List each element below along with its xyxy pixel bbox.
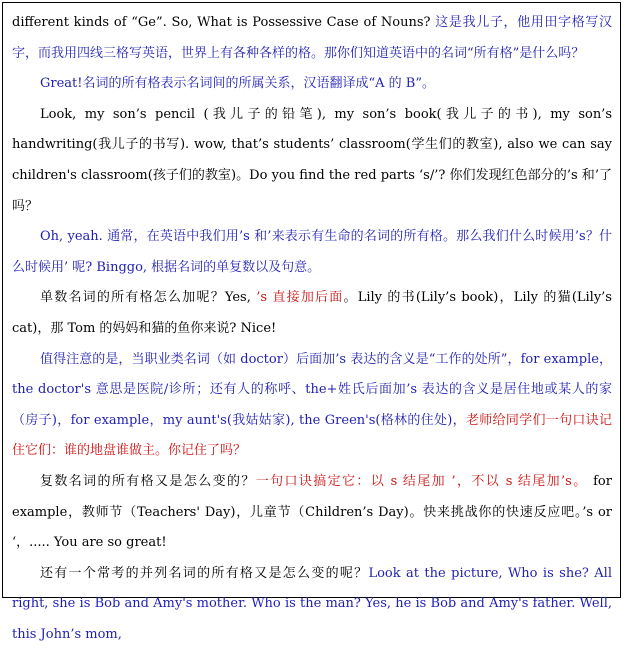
paragraph [12, 345, 612, 467]
text-segment: 复数名词的所有格又是怎么变的？ [40, 473, 256, 489]
text-segment: for example，教师节（Teachers' Day)，儿童节（Children’s Day)。快来挑战你的快速反应吧。’s or ‘，..... You are so great! [12, 473, 612, 551]
text-segment: ’s 直接加后面 [256, 290, 344, 306]
text-segment: Look, my son’s pencil (我儿子的铅笔), my son’s book(我儿子的书), my son’s handwriting(我儿子的书写). wow, that’s students’ classroom(学生们的教室), also we can say children's classroom(孩子们的教室)。Do you find the red parts ‘s/’? 你们发现红色部分的’s 和’了吗？ [12, 106, 612, 214]
text-segment: 值得注意的是，当职业类名词（如 doctor）后面加’s 表达的含义是“工作的处所”，for example，the doctor's 意思是医院/诊所；还有人的称呼、the+姓氏后面加’s 表达的含义是居住地或某人的家（房子)，for example，my aunt's(我姑姑家), the Green's(格林的住处)， [12, 351, 612, 428]
paragraph [12, 467, 612, 559]
paragraph [12, 100, 612, 222]
document-body [3, 3, 620, 650]
paragraph [12, 559, 612, 650]
paragraph [12, 69, 612, 100]
paragraph [12, 222, 612, 283]
text-segment: 老师给同学们一句口诀记住它们：谁的地盘谁做主。你记住了吗？ [12, 412, 612, 459]
document-frame [2, 2, 621, 642]
paragraph [12, 8, 612, 69]
paragraph [12, 283, 612, 344]
text-segment: Oh, yeah. 通常，在英语中我们用’s 和’来表示有生命的名词的所有格。那么我们什么时候用’s？什么时候用’ 呢? Binggo, 根据名词的单复数以及句意。 [12, 229, 612, 275]
text-segment: 单数名词的所有格怎么加呢？Yes, [40, 290, 257, 306]
text-segment: 一句口诀搞定它：以 s 结尾加 ’，不以 s 结尾加’s。 [255, 473, 588, 489]
text-segment: Look at the picture, Who is she? All right, she is Bob and Amy's mother. Who is the man? Yes, he is Bob and Amy's father. Well, this John’s mom, [12, 565, 612, 642]
text-segment: Great!名词的所有格表示名词间的所属关系，汉语翻译成“A 的 B”。 [40, 76, 435, 92]
text-segment: 。Lily 的书(Lily’s book)，Lily 的猫(Lily’s cat)，那 Tom 的妈妈和猫的鱼你来说? Nice! [12, 290, 612, 336]
text-segment: different kinds of “Ge”. So, What is Possessive Case of Nouns? [12, 15, 436, 30]
text-segment: 这是我儿子，他用田字格写汉字，而我用四线三格写英语，世界上有各种各样的格。那你们知道英语中的名词“所有格”是什么吗？ [12, 15, 612, 61]
text-segment: 还有一个常考的并列名词的所有格又是怎么变的呢？ [40, 565, 369, 581]
